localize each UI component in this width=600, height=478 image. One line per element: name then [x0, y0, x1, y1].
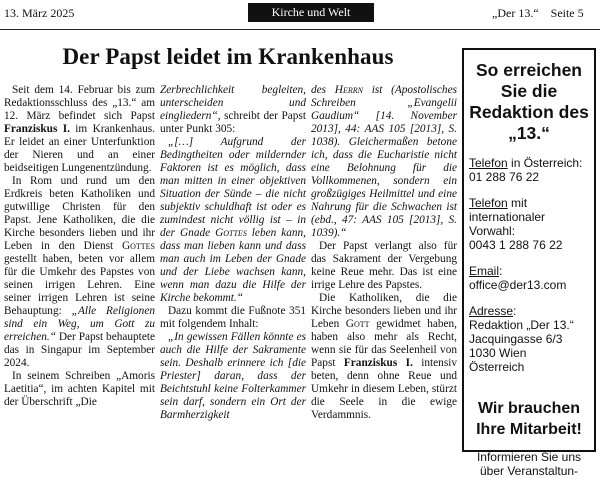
- intl-phone-label: Telefon: [469, 196, 508, 210]
- article-column-3: [311, 84, 457, 422]
- phone-label-suffix: in Österreich:: [507, 156, 583, 170]
- intl-phone-number[interactable]: 0043 1 288 76 22: [469, 238, 563, 252]
- quote: Zerbrechlichkeit begleiten, unterscheiden und eingliedern“: [160, 84, 306, 122]
- quote-block: „In gewissen Fällen könnte es auch die Hilfe der Sakramente sein. Deshalb erinnere ich [die Priester] daran, dass der Beichtstuhl keine Folterkammer sein darf, sondern ein Ort der Barmherzigkeit: [160, 331, 306, 421]
- header-rule: [0, 29, 600, 30]
- address-line: Redaktion „Der 13.“: [469, 318, 574, 332]
- address-label: Adresse: [469, 304, 514, 318]
- text-run: Der Papst behauptete das in Singapur im September 2024.: [4, 331, 155, 369]
- text-run: gestellt haben, beten vor allem für die Umkehr des Papstes von seinen irrigen Lehren. Eine seiner irrigen Lehren ist seine Behauptung:: [4, 253, 155, 317]
- email-section: [469, 264, 594, 292]
- divine-name: Gottes: [121, 240, 155, 252]
- paragraph: [4, 175, 155, 370]
- article-headline: Der Papst leidet im Krankenhaus: [62, 44, 394, 69]
- page-number: Seite 5: [550, 6, 584, 20]
- paragraph: [4, 84, 155, 175]
- address-line: Jacquingasse 6/3: [469, 332, 563, 346]
- address-line: 1030 Wien: [469, 346, 527, 360]
- quote-block: [311, 84, 457, 240]
- phone-section: [469, 156, 594, 184]
- intl-phone-label-suffix: mit internationaler Vorwahl:: [469, 196, 546, 238]
- text-run: Seit dem 14. Februar bis zum Redaktionsschluss des „13.“ am 12. März befindet sich Papst: [4, 84, 155, 122]
- text-run: „[…] Aufgrund der Bedingtheiten oder mildernder Faktoren ist es möglich, dass man mitten in einer objektiven Situation der Sünde – die nicht subjektiv schuldhaft ist oder es zumindest nicht völlig ist – in der Gnade: [160, 136, 306, 239]
- text-run: In Rom und rund um den Erdkreis beten Katholiken und gutwillige Christen für den Papst. Jene Katholiken, die die Kirche besonders lieben und ihr Leben in den Dienst: [4, 175, 155, 252]
- page-header: [0, 0, 600, 28]
- paragraph: Der Papst verlangt also für das Sakrament der Vergebung keine Reue mehr. Das ist eine irrige Lehre des Papstes.: [311, 240, 457, 291]
- divine-name: Herrn: [334, 84, 363, 96]
- text-run: im Krankenhaus. Er leidet an einer Unterfunktion der Nieren und an einer beidseitigen Lungenentzündung.: [4, 123, 155, 174]
- phone-label: Telefon: [469, 156, 508, 170]
- text-run: gewidmet haben, haben also mehr als Recht, wenn sie für das Seelenheil von Papst: [311, 318, 457, 369]
- publication-name: „Der 13.“: [492, 6, 539, 20]
- phone-number[interactable]: 01 288 76 22: [469, 170, 540, 184]
- paragraph: [311, 292, 457, 422]
- sidebar-subheading: Wir brauchen Ihre Mitarbeit!: [476, 400, 582, 438]
- text-run: intensiv beten, denn ohne Reue und Umkehr in diesem Leben, stürzt die Seele in die ewige Verdammnis.: [311, 357, 457, 421]
- contact-sidebar: [462, 48, 596, 478]
- header-right: [492, 6, 584, 21]
- email-label-suffix: :: [499, 264, 503, 278]
- article-column-1: [4, 84, 155, 409]
- issue-date: 13. März 2025: [4, 6, 75, 20]
- quote-block: [160, 136, 306, 305]
- paragraph: In seinem Schreiben „Amoris Laetitia“, im achten Kapitel mit der Überschrift „Die: [4, 370, 155, 408]
- text-run: leben kann, dass man lieben kann und dass man auch im Leben der Gnade und der Liebe wachsen kann, wenn man dazu die Hilfe der Kirche bekommt.“: [160, 227, 306, 304]
- email-address[interactable]: office@der13.com: [469, 278, 567, 292]
- address-section: [469, 304, 594, 374]
- article-column-2: [160, 84, 306, 422]
- pope-name: Franziskus I.: [343, 357, 413, 369]
- divine-name: Gott: [345, 318, 370, 330]
- email-label: Email: [469, 264, 500, 278]
- pope-name: Franziskus I.: [4, 123, 70, 135]
- sidebar-title: So erreichen Sie die Redaktion des „13.“: [469, 60, 589, 143]
- text-run: Die Katholiken, die die Kirche besonders lieben und ihr Leben: [311, 292, 457, 330]
- text-run: des: [311, 84, 335, 96]
- paragraph: [160, 84, 306, 136]
- address-line: Österreich: [469, 360, 525, 374]
- text-run: ist (Apostolisches Schreiben „Evangelii Gaudium“ [14. November 2013], 44: AAS 105 [2013], S. 1038). Gleichermaßen betone ich, dass die Eucharistie nicht eine Belohnung für die Vollkommenen, sondern ein großzügiges Heilmittel und eine Nahrung für die Schwachen ist (ebd., 47: AAS 105 [2013], S. 1039).“: [311, 84, 457, 239]
- address-label-suffix: :: [513, 304, 517, 318]
- paragraph: Dazu kommt die Fußnote 351 mit folgendem Inhalt:: [160, 305, 306, 330]
- text-run: , schreibt der Papst unter Punkt 305:: [160, 110, 306, 135]
- sidebar-footer-text: Informieren Sie uns über Veranstaltun-: [476, 450, 582, 478]
- divine-name: Gottes: [215, 227, 247, 239]
- intl-phone-section: [469, 196, 594, 252]
- quote: „Alle Religionen sind ein Weg, um Gott zu erreichen.“: [4, 305, 155, 343]
- section-label: Kirche und Welt: [248, 3, 374, 22]
